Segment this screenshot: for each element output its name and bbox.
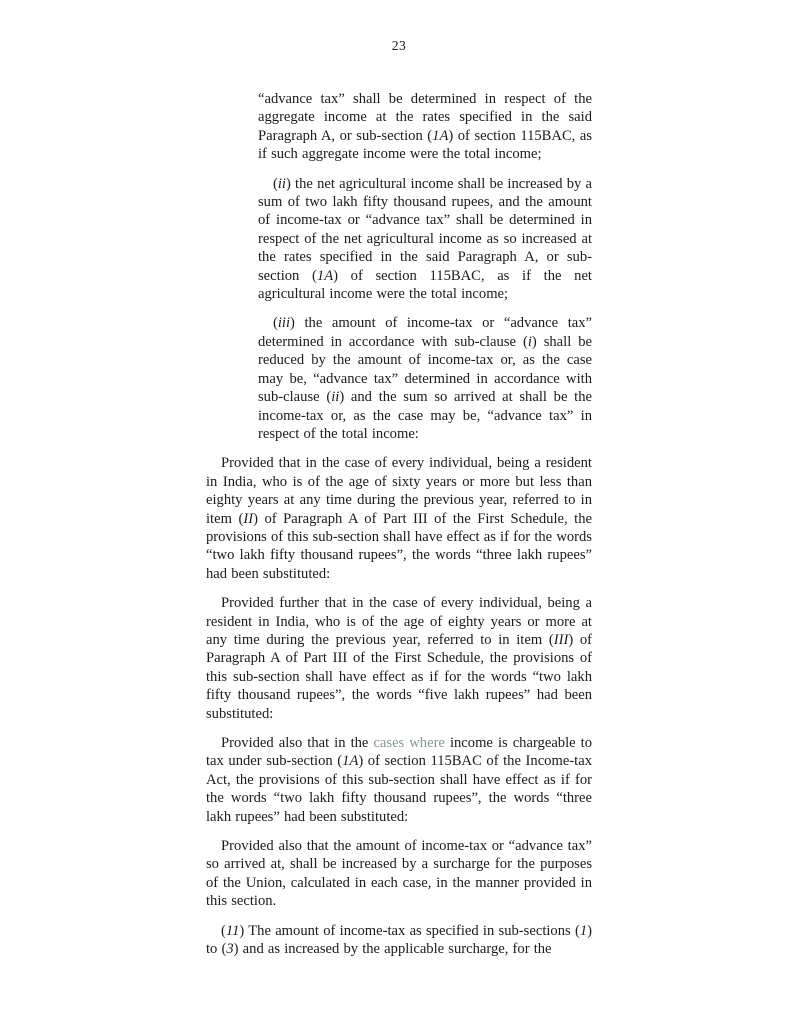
italic-reference: iii [277,315,291,332]
text-segment: ) of section 115BAC, as if such aggregate income were the total income; [258,127,593,163]
text-segment: ) to ( [206,922,592,958]
paragraph-clause-ii [206,175,592,304]
italic-reference: 1A [342,753,359,770]
text-segment: ) and the sum so arrived at shall be the income-tax or, as the case may be, “advance tax” in respect of the total income: [258,389,593,442]
text-segment: Provided that in the case of every individual, being a resident in India, who is of the age of sixty years or more but less than eighty years at any time during the previous year, referred to in item ( [206,455,592,527]
italic-reference: ii [331,389,340,406]
paragraph-clause-i-continuation [206,90,592,164]
text-segment: ) of section 115BAC, as if the net agricultural income were the total income; [258,267,592,303]
text-segment: ) shall be reduced by the amount of income-tax or, as the case may be, “advance tax” determined in accordance with sub-clause ( [258,333,592,406]
italic-reference: 11 [225,922,240,939]
text-segment: ) of section 115BAC of the Income-tax Act, the provisions of this sub-section shall have effect as if for the words “two lakh fifty thousand rupees”, the words “three lakh rupees” had been substituted: [206,753,592,825]
text-segment: ( [273,315,278,332]
text-segment: ) and as increased by the applicable surcharge, for the [233,941,552,958]
paragraph-proviso-115bac [206,734,592,826]
text-segment: income is chargeable to tax under sub-section ( [206,735,593,770]
italic-reference: 1A [432,127,449,144]
italic-reference: ii [277,175,286,192]
document-body [206,90,592,969]
page-number: 23 [391,38,407,53]
text-segment: ( [273,175,278,192]
text-segment: ) of Paragraph A of Part III of the First Schedule, the provisions of this sub-section shall have effect as if for the words “two lakh fifty thousand rupees”, the words “three lakh rupees” had been substituted: [206,510,593,582]
paragraph-sub-section-11 [206,922,592,959]
text-segment: ) of Paragraph A of Part III of the First Schedule, the provisions of this sub-section shall have effect as if for the words “two lakh fifty thousand rupees”, the words “five lakh rupees” had been substituted: [206,631,592,722]
italic-reference: 1 [579,922,588,939]
text-segment: “advance tax” shall be determined in respect of the aggregate income at the rates specified in the said Paragraph A, or sub-section ( [258,91,592,144]
text-segment: Provided further that in the case of every individual, being a resident in India, who is of the age of eighty years or more at any time during the previous year, referred to in item ( [206,595,592,648]
paragraph-proviso-super-senior-citizen [206,594,592,723]
text-segment: Provided also that in the [221,735,374,751]
text-segment: Provided also that the amount of income-tax or “advance tax” so arrived at, shall be increased by a surcharge for the purposes of the Union, calculated in each case, in the manner provided in this section. [206,838,592,910]
text-segment: ) The amount of income-tax as specified in sub-sections ( [239,922,580,939]
muted-phrase: cases where [373,735,445,751]
italic-reference: 1A [316,267,334,284]
paragraph-proviso-surcharge [206,837,592,911]
italic-reference: 3 [226,941,234,958]
paragraph-clause-iii [206,314,592,443]
italic-reference: III [553,631,569,648]
italic-reference: II [243,510,254,527]
text-segment: ) the net agricultural income shall be increased by a sum of two lakh fifty thousand rupees, and the amount of income-tax or “advance tax” shall be determined in respect of the net agricultural income as so increased at the rates specified in the said Paragraph A, or sub-section ( [258,175,592,284]
italic-reference: i [527,333,532,350]
paragraph-proviso-senior-citizen [206,454,592,583]
text-segment: ( [221,922,226,939]
text-segment: ) the amount of income-tax or “advance tax” determined in accordance with sub-clause ( [258,315,592,350]
